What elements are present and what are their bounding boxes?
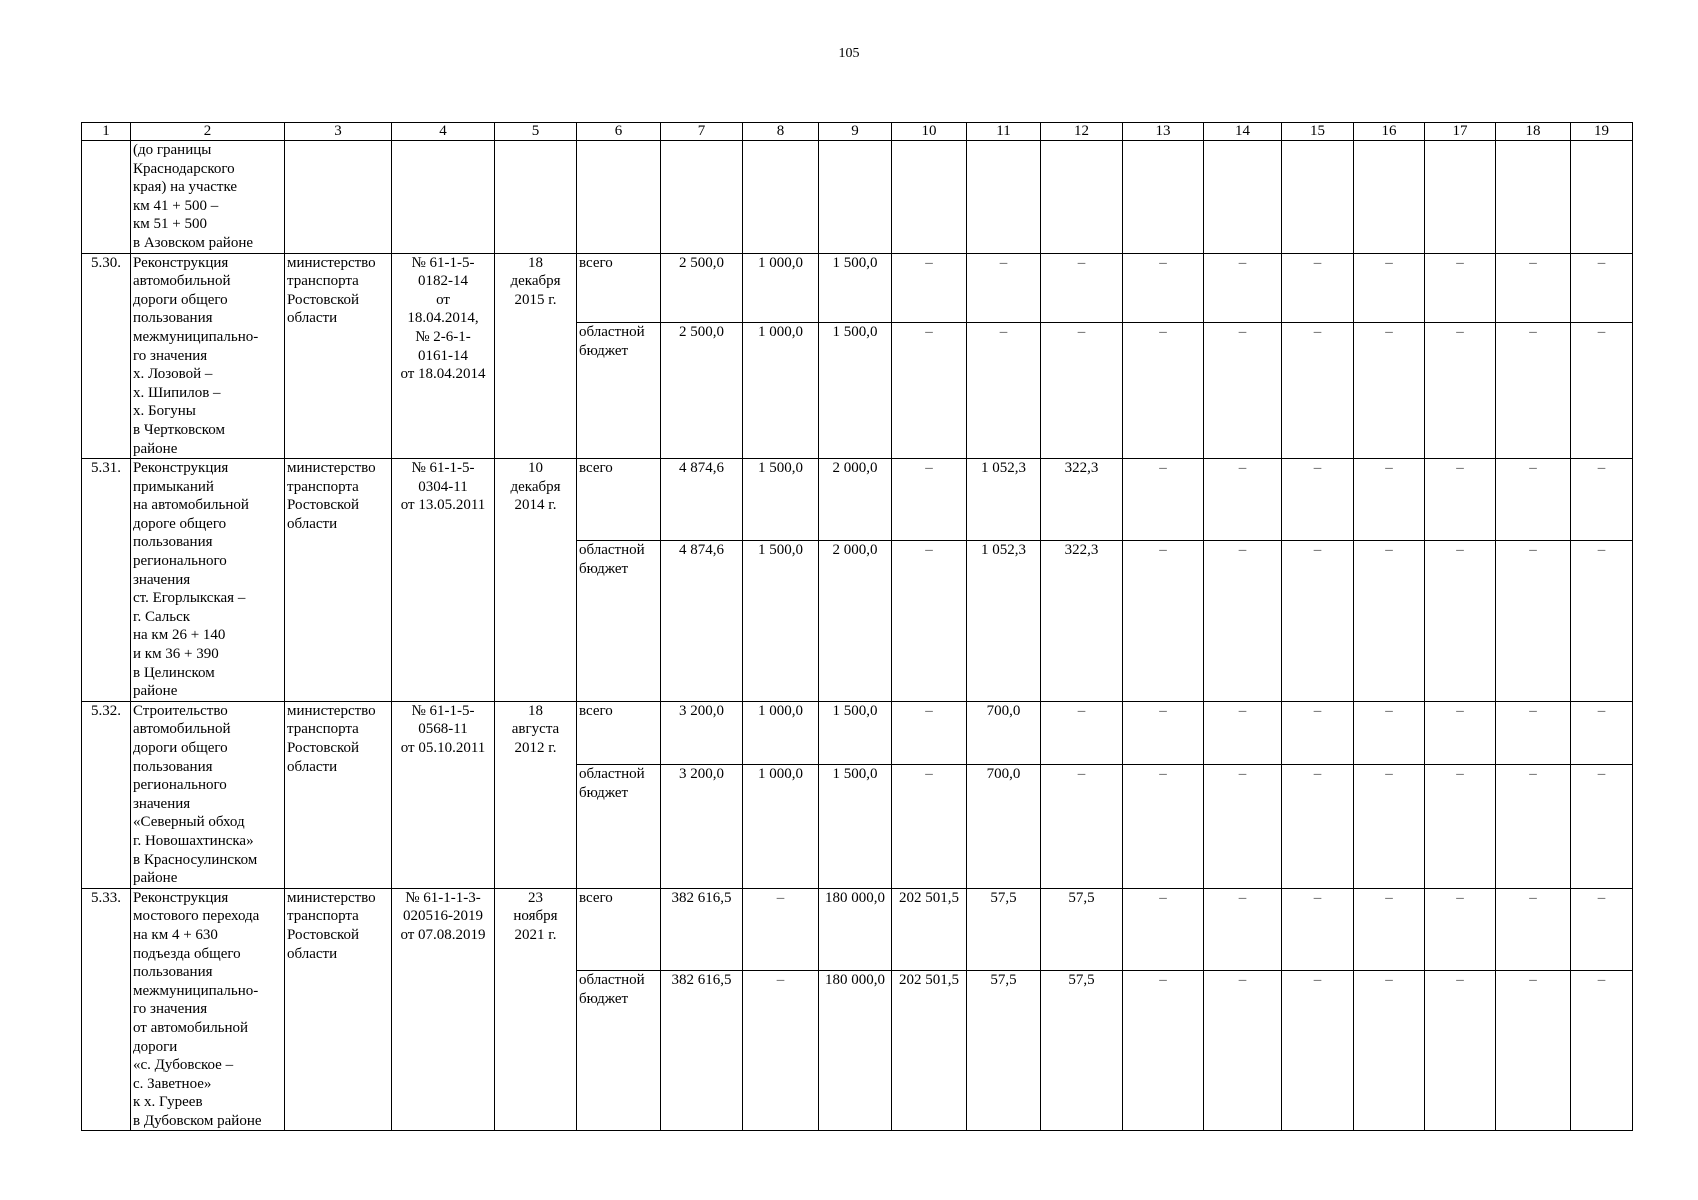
object-name-line: автомобильной (133, 721, 231, 738)
object-name-line: пользования (133, 534, 213, 551)
expertise-line: 020516-2019 (403, 908, 483, 925)
expertise-cell (392, 459, 495, 702)
column-number: 17 (1425, 123, 1496, 141)
value-cell: – (1496, 459, 1571, 541)
funding-source-line: бюджет (579, 784, 629, 801)
object-name-line: автомобильной (133, 273, 231, 290)
expertise-cell (392, 888, 495, 1131)
value-cell: – (892, 765, 967, 889)
funding-source-line: бюджет (579, 560, 629, 577)
date-line: 10 (528, 460, 543, 477)
empty-cell (1282, 141, 1354, 254)
column-number: 7 (661, 123, 743, 141)
object-name-line: в Азовском районе (133, 234, 254, 251)
object-name-line: в Чертковском (133, 421, 226, 438)
value-cell: – (1204, 459, 1282, 541)
date-line: августа (511, 721, 560, 738)
row-number-cell: 5.33. (82, 888, 131, 1131)
funding-source-line: областной (579, 766, 645, 783)
object-name-line: районе (133, 440, 178, 457)
value-cell: – (1496, 541, 1571, 701)
funding-source-line: областной (579, 972, 645, 989)
value-cell: – (1204, 541, 1282, 701)
value-cell: – (1425, 765, 1496, 889)
value-cell: – (1123, 323, 1204, 459)
value-cell: – (743, 971, 819, 1131)
value-cell: – (1496, 701, 1571, 764)
expertise-line: 18.04.2014, (407, 310, 479, 327)
value-cell: – (1282, 323, 1354, 459)
empty-cell (661, 141, 743, 254)
object-name-line: «с. Дубовское – (133, 1057, 234, 1074)
object-name-line: Реконструкция (133, 460, 229, 477)
object-name-line: регионального (133, 553, 227, 570)
value-cell: 202 501,5 (892, 888, 967, 970)
value-cell: 1 500,0 (819, 253, 892, 323)
value-cell: – (1282, 701, 1354, 764)
client-cell (285, 701, 392, 888)
object-name-line: подъезда общего (133, 945, 241, 962)
object-name-line: мостового перехода (133, 908, 260, 925)
column-number: 16 (1354, 123, 1425, 141)
expertise-line: № 61-1-5- (411, 460, 475, 477)
object-name-line: дороги общего (133, 291, 228, 308)
value-cell: 382 616,5 (661, 971, 743, 1131)
table-row (82, 253, 1633, 323)
client-line: министерство (287, 254, 376, 271)
value-cell: – (1496, 888, 1571, 970)
table-row (82, 888, 1633, 970)
row-number-cell (82, 141, 131, 254)
value-cell: – (1123, 541, 1204, 701)
client-line: области (287, 945, 338, 962)
value-cell: – (1571, 701, 1633, 764)
funding-source-line: бюджет (579, 990, 629, 1007)
date-cell (495, 459, 577, 702)
value-cell: – (1425, 253, 1496, 323)
client-line: транспорта (287, 721, 359, 738)
object-name-cell (131, 888, 285, 1131)
date-line: 18 (528, 254, 543, 271)
expertise-line: от 13.05.2011 (400, 497, 486, 514)
object-name-line: примыканий (133, 478, 214, 495)
row-number-cell: 5.32. (82, 701, 131, 888)
value-cell: – (1354, 253, 1425, 323)
column-number-row (82, 123, 1633, 141)
client-line: транспорта (287, 478, 359, 495)
value-cell: 1 052,3 (967, 541, 1041, 701)
value-cell: – (1041, 701, 1123, 764)
column-number: 6 (577, 123, 661, 141)
table-row (82, 459, 1633, 541)
date-line: 2014 г. (514, 497, 557, 514)
column-number: 3 (285, 123, 392, 141)
empty-cell (967, 141, 1041, 254)
object-name-line: на км 4 + 630 (133, 926, 218, 943)
value-cell: 1 500,0 (743, 459, 819, 541)
column-number: 13 (1123, 123, 1204, 141)
value-cell: – (1123, 701, 1204, 764)
object-name-line: на автомобильной (133, 497, 249, 514)
column-number: 11 (967, 123, 1041, 141)
value-cell: – (1354, 459, 1425, 541)
expertise-line: № 61-1-1-3- (405, 889, 481, 906)
object-name-line: дороги общего (133, 740, 228, 756)
value-cell: 180 000,0 (819, 888, 892, 970)
expertise-line: № 2-6-1- (415, 328, 471, 345)
object-name-line: Строительство (133, 702, 228, 719)
object-name-line: пользования (133, 310, 213, 327)
value-cell: 1 000,0 (743, 701, 819, 764)
value-cell: – (1123, 888, 1204, 970)
object-name-line: х. Шипилов – (133, 384, 221, 401)
value-cell: – (1123, 765, 1204, 889)
expertise-line: № 61-1-5- (411, 702, 475, 719)
value-cell: – (1204, 765, 1282, 889)
client-line: транспорта (287, 273, 359, 290)
value-cell: – (1425, 459, 1496, 541)
client-line: области (287, 758, 338, 775)
object-name-line: в Целинском (133, 664, 215, 681)
value-cell: – (1354, 323, 1425, 459)
empty-cell (743, 141, 819, 254)
object-name-line: дороги (133, 1038, 178, 1055)
date-cell (495, 888, 577, 1131)
object-name-cell (131, 253, 285, 459)
row-number-cell: 5.31. (82, 459, 131, 702)
value-cell: 700,0 (967, 701, 1041, 764)
object-name-line: межмуниципально- (133, 328, 259, 345)
value-cell: 322,3 (1041, 459, 1123, 541)
value-cell: – (1354, 701, 1425, 764)
column-number: 14 (1204, 123, 1282, 141)
value-cell: 322,3 (1041, 541, 1123, 701)
value-cell: – (1123, 971, 1204, 1131)
value-cell: 1 052,3 (967, 459, 1041, 541)
object-name-line: на км 26 + 140 (133, 627, 226, 644)
column-number: 5 (495, 123, 577, 141)
continuation-row (82, 141, 1633, 254)
value-cell: – (1571, 541, 1633, 701)
expertise-line: 0161-14 (418, 347, 468, 364)
value-cell: 1 000,0 (743, 765, 819, 889)
value-cell: – (1041, 765, 1123, 889)
date-line: ноября (513, 908, 558, 925)
date-cell (495, 253, 577, 459)
empty-cell (1571, 141, 1633, 254)
value-cell: 3 200,0 (661, 701, 743, 764)
funding-source-cell (577, 541, 661, 701)
funding-source-line: областной (579, 324, 645, 341)
client-line: транспорта (287, 908, 359, 925)
object-name-line: Реконструкция (133, 889, 229, 906)
column-number: 9 (819, 123, 892, 141)
value-cell: – (1282, 541, 1354, 701)
value-cell: 3 200,0 (661, 765, 743, 889)
object-name-line: х. Лозовой – (133, 366, 213, 383)
value-cell: – (1425, 323, 1496, 459)
object-name-line: х. Богуны (133, 403, 196, 420)
column-number: 1 (82, 123, 131, 141)
funding-source-cell (577, 323, 661, 459)
client-cell (285, 459, 392, 702)
object-name-line: в Красносулинском (133, 851, 258, 868)
object-name-line: регионального (133, 777, 227, 794)
value-cell: 4 874,6 (661, 541, 743, 701)
object-name-line: го значения (133, 347, 208, 364)
empty-cell (819, 141, 892, 254)
value-cell: – (1354, 765, 1425, 889)
value-cell: 1 500,0 (819, 323, 892, 459)
empty-cell (1354, 141, 1425, 254)
object-name-line: значения (133, 795, 191, 812)
object-name-line: го значения (133, 1001, 208, 1018)
value-cell: – (1204, 971, 1282, 1131)
value-cell: – (892, 323, 967, 459)
value-cell: – (1571, 888, 1633, 970)
empty-cell (1496, 141, 1571, 254)
value-cell: 2 000,0 (819, 541, 892, 701)
value-cell: 57,5 (967, 888, 1041, 970)
expertise-line: от 18.04.2014 (400, 366, 486, 383)
value-cell: – (1425, 888, 1496, 970)
object-name-line: г. Сальск (133, 608, 191, 625)
object-name-cell (131, 459, 285, 702)
object-name-line: Краснодарского (133, 160, 235, 177)
value-cell: – (1425, 541, 1496, 701)
value-cell: – (1204, 888, 1282, 970)
object-name-line: пользования (133, 964, 213, 981)
value-cell: – (1354, 888, 1425, 970)
value-cell: – (1123, 459, 1204, 541)
date-line: 2021 г. (514, 926, 557, 943)
funding-source-cell: всего (577, 701, 661, 764)
object-name-line: «Северный обход (133, 814, 245, 831)
column-number: 18 (1496, 123, 1571, 141)
funding-source-line: областной (579, 542, 645, 559)
column-number: 15 (1282, 123, 1354, 141)
client-line: министерство (287, 889, 376, 906)
value-cell: – (892, 459, 967, 541)
funding-source-cell (577, 971, 661, 1131)
date-line: декабря (510, 478, 561, 495)
client-line: министерство (287, 702, 376, 719)
value-cell: – (1425, 701, 1496, 764)
page-number: 105 (838, 46, 860, 61)
client-line: Ростовской (287, 740, 360, 756)
client-line: Ростовской (287, 291, 360, 308)
value-cell: – (1282, 971, 1354, 1131)
value-cell: – (1496, 323, 1571, 459)
empty-cell (1425, 141, 1496, 254)
value-cell: 382 616,5 (661, 888, 743, 970)
value-cell: – (1204, 253, 1282, 323)
client-line: министерство (287, 460, 376, 477)
value-cell: – (1571, 253, 1633, 323)
value-cell: 2 500,0 (661, 253, 743, 323)
column-number: 8 (743, 123, 819, 141)
client-cell (285, 888, 392, 1131)
value-cell: 57,5 (967, 971, 1041, 1131)
empty-cell (1123, 141, 1204, 254)
object-name-line: км 41 + 500 – (133, 197, 219, 214)
object-name-line: ст. Егорлыкская – (133, 590, 246, 607)
client-line: Ростовской (287, 926, 360, 943)
value-cell: – (892, 253, 967, 323)
value-cell: 700,0 (967, 765, 1041, 889)
column-number: 4 (392, 123, 495, 141)
value-cell: 1 500,0 (819, 765, 892, 889)
object-name-line: км 51 + 500 (133, 216, 207, 233)
funding-source-cell: всего (577, 459, 661, 541)
date-line: 18 (528, 702, 543, 719)
date-line: 23 (528, 889, 543, 906)
value-cell: – (1282, 888, 1354, 970)
value-cell: – (1204, 701, 1282, 764)
expertise-line: 0182-14 (418, 273, 468, 290)
object-name-line: районе (133, 870, 178, 887)
value-cell: – (1282, 253, 1354, 323)
expertise-line: от (436, 291, 450, 308)
client-line: Ростовской (287, 497, 360, 514)
expertise-cell (392, 701, 495, 888)
table-row (82, 701, 1633, 764)
empty-cell (1204, 141, 1282, 254)
expertise-line: № 61-1-5- (411, 254, 475, 271)
value-cell: – (1496, 253, 1571, 323)
object-name-line: межмуниципально- (133, 982, 259, 999)
expertise-line: 0304-11 (418, 478, 468, 495)
column-number: 12 (1041, 123, 1123, 141)
value-cell: – (1041, 253, 1123, 323)
object-name-line: пользования (133, 758, 213, 775)
value-cell: 1 500,0 (819, 701, 892, 764)
object-name-line: дороге общего (133, 515, 227, 532)
object-name-line: и км 36 + 390 (133, 646, 219, 663)
funding-source-cell (577, 765, 661, 889)
value-cell: – (892, 541, 967, 701)
funding-source-cell: всего (577, 888, 661, 970)
expertise-cell (392, 253, 495, 459)
empty-cell (285, 141, 392, 254)
value-cell: – (1041, 323, 1123, 459)
expertise-line: 0568-11 (418, 721, 468, 738)
column-number: 10 (892, 123, 967, 141)
client-line: области (287, 515, 338, 532)
object-name-cell (131, 701, 285, 888)
value-cell: – (1204, 323, 1282, 459)
object-name-line: значения (133, 571, 191, 588)
value-cell: – (967, 253, 1041, 323)
object-name-line: в Дубовском районе (133, 1112, 262, 1129)
object-name-line: края) на участке (133, 179, 238, 196)
value-cell: – (1571, 323, 1633, 459)
client-line: области (287, 310, 338, 327)
value-cell: 202 501,5 (892, 971, 967, 1131)
value-cell: 180 000,0 (819, 971, 892, 1131)
value-cell: – (1354, 541, 1425, 701)
value-cell: 4 874,6 (661, 459, 743, 541)
object-name-line: (до границы (133, 142, 212, 158)
column-number: 2 (131, 123, 285, 141)
value-cell: 1 500,0 (743, 541, 819, 701)
value-cell: 57,5 (1041, 888, 1123, 970)
value-cell: – (1496, 971, 1571, 1131)
column-number: 19 (1571, 123, 1633, 141)
value-cell: – (892, 701, 967, 764)
date-line: 2015 г. (514, 291, 557, 308)
object-name-cell (131, 141, 285, 254)
value-cell: – (1425, 971, 1496, 1131)
value-cell: – (1496, 765, 1571, 889)
date-line: 2012 г. (514, 740, 557, 756)
empty-cell (577, 141, 661, 254)
value-cell: – (1282, 459, 1354, 541)
value-cell: – (1123, 253, 1204, 323)
client-cell (285, 253, 392, 459)
expertise-line: от 07.08.2019 (400, 926, 486, 943)
value-cell: 1 000,0 (743, 323, 819, 459)
value-cell: – (743, 888, 819, 970)
value-cell: – (1354, 971, 1425, 1131)
object-name-line: к х. Гуреев (133, 1094, 203, 1111)
object-name-line: Реконструкция (133, 254, 229, 271)
value-cell: – (1571, 765, 1633, 889)
value-cell: – (967, 323, 1041, 459)
date-line: декабря (510, 273, 561, 290)
object-name-line: районе (133, 683, 178, 700)
expertise-line: от 05.10.2011 (400, 740, 486, 756)
object-name-line: г. Новошахтинска» (133, 832, 254, 849)
empty-cell (892, 141, 967, 254)
date-cell (495, 701, 577, 888)
value-cell: 1 000,0 (743, 253, 819, 323)
value-cell: 57,5 (1041, 971, 1123, 1131)
value-cell: 2 500,0 (661, 323, 743, 459)
row-number-cell: 5.30. (82, 253, 131, 459)
value-cell: – (1282, 765, 1354, 889)
empty-cell (1041, 141, 1123, 254)
investment-table (81, 122, 1633, 1131)
funding-source-cell: всего (577, 253, 661, 323)
value-cell: 2 000,0 (819, 459, 892, 541)
value-cell: – (1571, 971, 1633, 1131)
funding-source-line: бюджет (579, 342, 629, 359)
empty-cell (392, 141, 495, 254)
object-name-line: с. Заветное» (133, 1075, 212, 1092)
object-name-line: от автомобильной (133, 1019, 249, 1036)
value-cell: – (1571, 459, 1633, 541)
empty-cell (495, 141, 577, 254)
